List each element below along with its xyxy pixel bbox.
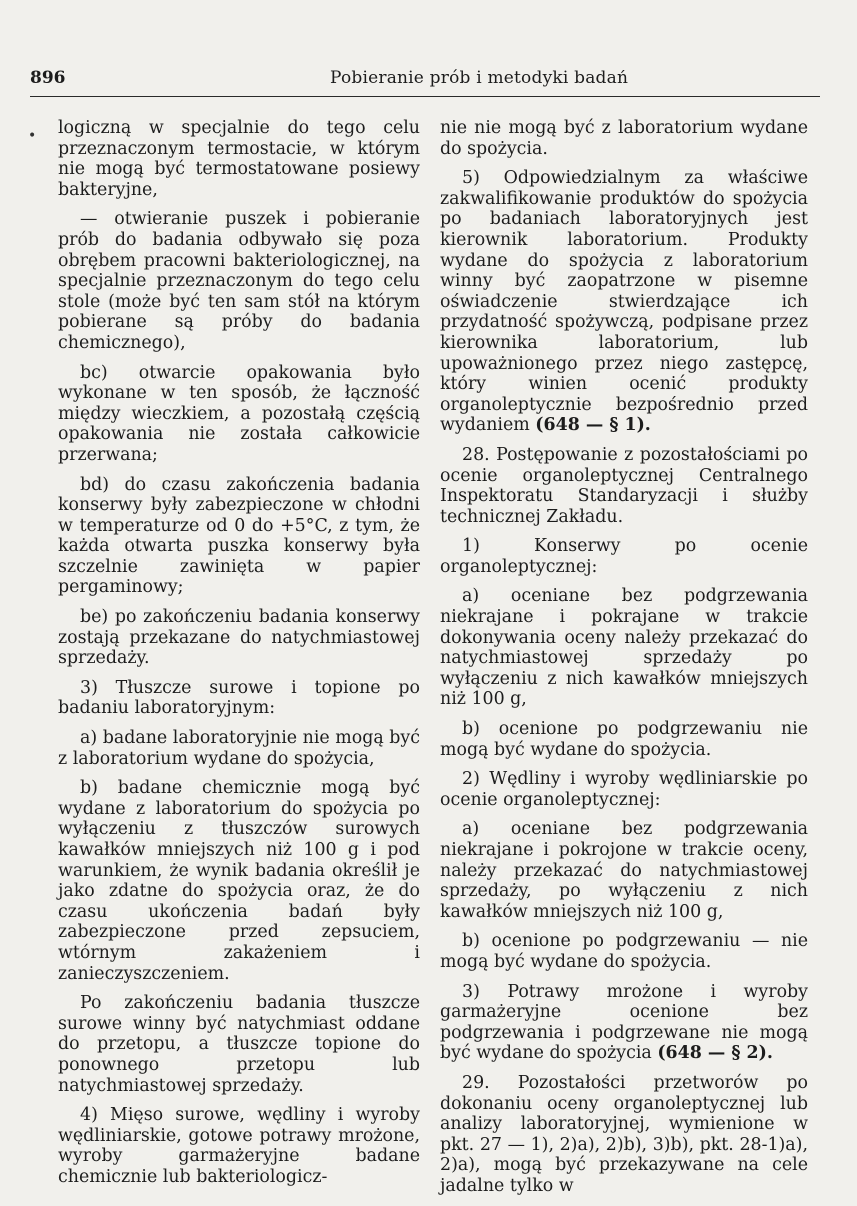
running-title: Pobieranie prób i metodyki badań (330, 68, 629, 88)
section-heading-29: 29. Pozostałości przetworów po dokonaniu oceny organoleptycznej lub analizy laboratoryjnej, wymienione w pkt. 27 — 1), 2)a), 2)b), 3)b), pkt. 28-1)a), 2)a), mogą być przekazywane na cele jadalne tylko w (440, 1072, 808, 1196)
legal-reference: (648 — § 1). (535, 415, 651, 436)
paragraph: logiczną w specjalnie do tego celu przeznaczonym termostacie, w którym nie mogą być termostatowane posiewy bakteryjne, (58, 118, 420, 200)
paragraph: bc) otwarcie opakowania było wykonane w ten sposób, że łączność między wieczkiem, a pozostałą częścią opakowania nie została całkowicie przerwana; (58, 362, 420, 465)
paragraph: a) oceniane bez podgrzewania niekrajane i pokrojone w trakcie oceny, należy przekazać do natychmiastowej sprzedaży, po wyłączeniu z nich kawałków mniejszych niż 100 g, (440, 819, 808, 922)
paragraph: 3) Tłuszcze surowe i topione po badaniu laboratoryjnym: (58, 677, 420, 719)
paragraph: 1) Konserwy po ocenie organoleptycznej: (440, 536, 808, 577)
paragraph: — otwieranie puszek i pobieranie prób do badania odbywało się poza obrębem pracowni bakteriologicznej, na specjalnie przeznaczonym do tego celu stole (może być ten sam stół na którym pobierane są próby do badania chemicznego), (58, 209, 420, 353)
paragraph: b) badane chemicznie mogą być wydane z laboratorium do spożycia po wyłączeniu z tłuszczów surowych kawałków mniejszych niż 100 g i pod warunkiem, że wynik badania określił je jako zdatne do spożycia oraz, że do czasu ukończenia badań były zabezpieczone przed zepsuciem, wtórnym zakażeniem i zanieczyszczeniem. (58, 778, 420, 984)
paragraph: b) ocenione po podgrzewaniu nie mogą być wydane do spożycia. (440, 719, 808, 760)
paragraph: bd) do czasu zakończenia badania konserwy były zabezpieczone w chłodni w temperaturze od 0 do +5°C, z tym, że każda otwarta puszka konserwy była szczelnie zawinięta w papier pergaminowy; (58, 474, 420, 598)
page-number: 896 (30, 68, 66, 88)
section-heading-28: 28. Postępowanie z pozostałościami po ocenie organoleptycznej Centralnego Inspektoratu Standaryzacji i służby technicznej Zakładu. (440, 444, 808, 527)
right-column (440, 118, 808, 1206)
paragraph-text: 3) Potrawy mrożone i wyroby garmażeryjne ocenione bez podgrzewania i podgrzewane nie mogą być wydane do spożycia (440, 981, 808, 1064)
scan-speck: • (28, 128, 37, 144)
paragraph: 2) Wędliny i wyroby wędliniarskie po ocenie organoleptycznej: (440, 769, 808, 810)
paragraph: be) po zakończeniu badania konserwy zostają przekazane do natychmiastowej sprzedaży. (58, 607, 420, 669)
header-rule (30, 96, 820, 97)
paragraph (440, 168, 808, 436)
legal-reference: (648 — § 2). (657, 1043, 773, 1064)
paragraph: nie nie mogą być z laboratorium wydane do spożycia. (440, 118, 808, 159)
page-header (30, 68, 820, 96)
paragraph (440, 982, 808, 1064)
left-column (58, 118, 420, 1197)
paragraph: Po zakończeniu badania tłuszcze surowe winny być natychmiast oddane do przetopu, a tłuszcze topione do ponownego przetopu lub natychmiastowej sprzedaży. (58, 993, 420, 1096)
paragraph-text: 5) Odpowiedzialnym za właściwe zakwalifikowanie produktów do spożycia po badaniach laboratoryjnych jest kierownik laboratorium. Produkty wydane do spożycia z laboratorium winny być zaopatrzone w pisemne oświadczenie stwierdzające ich przydatność spożywczą, podpisane przez kierownika laboratorium, lub upoważnionego przez niego zastępcę, który winien ocenić produkty organoleptycznie bezpośrednio przed wydaniem (440, 168, 808, 436)
paragraph: a) badane laboratoryjnie nie mogą być z laboratorium wydane do spożycia, (58, 728, 420, 769)
paragraph: b) ocenione po podgrzewaniu — nie mogą być wydane do spożycia. (440, 931, 808, 972)
paragraph: a) oceniane bez podgrzewania niekrajane i pokrajane w trakcie dokonywania oceny należy przekazać do natychmiastowej sprzedaży po wyłączeniu z nich kawałków mniejszych niż 100 g, (440, 586, 808, 710)
paragraph: 4) Mięso surowe, wędliny i wyroby wędliniarskie, gotowe potrawy mrożone, wyroby garmażeryjne badane chemicznie lub bakteriologicz- (58, 1105, 420, 1187)
